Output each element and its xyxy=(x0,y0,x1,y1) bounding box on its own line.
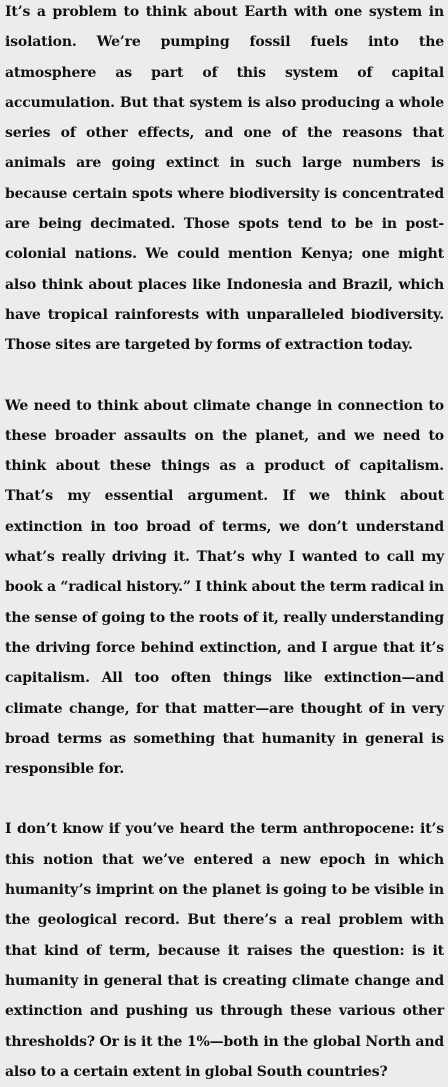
paragraph-3: I don’t know if you’ve heard the term anthropocene: it’s this notion that we’ve entered a new epoch in which humanity’s imprint on the planet is going to be visible in the geological record. But there’s a real problem with that kind of term, because it raises the question: is it humanity in general that is creating climate change and extinction and pushing us through these various other thresholds? Or is it the 1%—both in the global North and also to a certain extent in global South countries? xyxy=(5,821,444,1080)
paragraph-gap xyxy=(5,784,444,814)
paragraph-2: We need to think about climate change in connection to these broader assaults on the planet, and we need to think about these things as a product of capitalism. That’s my essential argument. If we think about extinction in too broad of terms, we don’t understand what’s really driving it. That’s why I wanted to call my book a “radical history.” I think about the term radical in the sense of going to the roots of it, really understanding the driving force behind extinction, and I argue that it’s capitalism. All too often things like extinction—and climate change, for that matter—are thought of in very broad terms as something that humanity in general is responsible for. xyxy=(5,397,444,778)
paragraph-1: It’s a problem to think about Earth with one system in isolation. We’re pumping fossil fuels into the atmosphere as part of this system of capital accumulation. But that system is also producing a whole series of other effects, and one of the reasons that animals are going extinct in such large numbers is because certain spots where biodiversity is concentrated are being decimated. Those spots tend to be in post-colonial nations. We could mention Kenya; one might also think about places like Indonesia and Brazil, which have tropical rainforests with unparalleled biodiversity. Those sites are targeted by forms of extraction today. xyxy=(5,4,444,354)
paragraph-gap xyxy=(5,361,444,391)
